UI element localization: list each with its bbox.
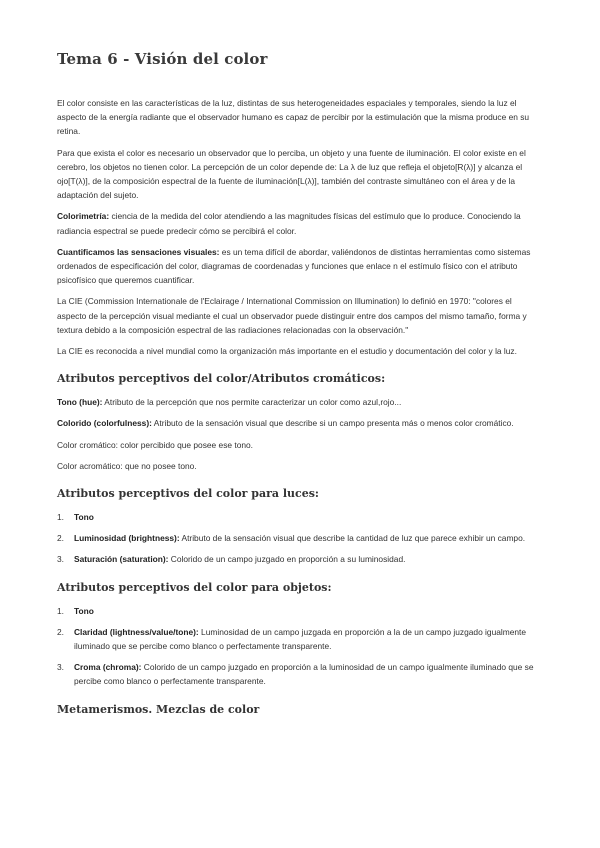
color-acromatico-paragraph: Color acromático: que no posee tono. — [57, 460, 197, 471]
list-luces — [57, 510, 542, 567]
tono-text: Atributo de la percepción que nos permite caracterizar un color como azul,rojo... — [102, 397, 402, 408]
list-item-term: Luminosidad (brightness): — [74, 533, 180, 544]
list-item-term: Croma (chroma): — [74, 662, 142, 673]
cie-reference-paragraph: La CIE es reconocida a nivel mundial como la organización más importante en el estudio y documentación del color y la luz. — [57, 346, 517, 357]
list-item-number: 1. — [57, 512, 64, 523]
list-item-text: Luminosidad de un campo juzgada en proporción a la de un campo juzgado igualmente iluminado que se percibe como blanco o perfectamente transparente. — [74, 626, 527, 652]
color-cromatico-paragraph: Color cromático: color percibido que posee ese tono. — [57, 439, 253, 450]
list-item-term: Claridad (lightness/value/tone): — [74, 626, 199, 637]
list-item-text: Colorido de un campo juzgado en proporción a la luminosidad de un campo igualmente iluminado que se percibe como blanco o perfectamente transparente. — [74, 662, 534, 687]
list-item-term: Tono — [74, 605, 94, 616]
section-heading-objetos: Atributos perceptivos del color para objetos: — [57, 580, 332, 594]
list-item — [57, 625, 542, 653]
list-item — [57, 531, 542, 545]
colorido-term: Colorido (colorfulness): — [57, 418, 152, 429]
list-item — [57, 660, 542, 688]
list-item-text: Atributo de la sensación visual que describe la cantidad de luz que parece exhibir un campo. — [179, 533, 526, 544]
section-heading-metamerismos: Metamerismos. Mezclas de color — [57, 702, 260, 716]
tono-paragraph — [57, 395, 542, 409]
list-item — [57, 552, 542, 566]
intro-paragraph-1: El color consiste en las características de la luz, distintas de sus heterogeneidades espaciales y temporales, siendo la luz el aspecto de la energía radiante que el observador humano es capaz de percibir por la estimulación que la misma produce en su retina. — [57, 98, 530, 137]
list-objetos — [57, 604, 542, 689]
list-item-number: 1. — [57, 605, 64, 616]
list-item-number: 2. — [57, 626, 64, 637]
list-item-number: 2. — [57, 533, 64, 544]
list-item — [57, 604, 542, 618]
list-item-number: 3. — [57, 554, 64, 565]
list-item — [57, 510, 542, 524]
cuantificamos-paragraph — [57, 245, 542, 288]
tono-term: Tono (hue): — [57, 397, 103, 408]
colorimetria-paragraph — [57, 209, 542, 237]
list-item-term: Saturación (saturation): — [74, 554, 169, 565]
cie-definition-paragraph: La CIE (Commission Internationale de l'Eclairage / International Commission on Illumination) lo definió en 1970: "colores el aspecto de la percepción visual mediante el cual un observador puede distinguir entre dos campos del mismo tamaño, forma y textura debido a la composición espectral de las radiaciones relacionadas con la observación." — [57, 296, 527, 335]
colorimetria-text: ciencia de la medida del color atendiendo a las magnitudes físicas del estímulo que lo produce. Conociendo la radiancia espectral se puede predecir cómo se percibirá el color. — [57, 211, 521, 236]
page-title: Tema 6 - Visión del color — [57, 50, 268, 68]
colorido-text: Atributo de la sensación visual que describe si un campo presenta más o menos color cromático. — [151, 418, 514, 429]
cuantificamos-term: Cuantificamos las sensaciones visuales: — [57, 246, 220, 257]
list-item-term: Tono — [74, 512, 94, 523]
intro-paragraph-2: Para que exista el color es necesario un observador que lo perciba, un objeto y una fuente de iluminación. El color existe en el cerebro, los objetos no tienen color. La percepción de un color depende de: La λ de luz que refleja el objeto[R(λ)] y alcanza el ojo[T(λ)], de la composición espectral de la fuente de iluminación[L(λ)], también del contraste simultáneo con el área y de la adaptación del sujeto. — [57, 147, 526, 201]
section-heading-luces: Atributos perceptivos del color para luces: — [57, 487, 319, 501]
section-heading-cromaticos: Atributos perceptivos del color/Atributos cromáticos: — [57, 372, 386, 386]
list-item-number: 3. — [57, 662, 64, 673]
cuantificamos-text: es un tema difícil de abordar, valiéndonos de distintas herramientas como sistemas ordenados de especificación del color, diagramas de coordenadas y funciones que enlace n el estímulo físico con el atributo psicofísico que queremos cuantificar. — [57, 246, 531, 286]
colorido-paragraph — [57, 416, 542, 430]
list-item-text: Colorido de un campo juzgado en proporción a su luminosidad. — [168, 554, 406, 565]
colorimetria-term: Colorimetría: — [57, 211, 110, 222]
